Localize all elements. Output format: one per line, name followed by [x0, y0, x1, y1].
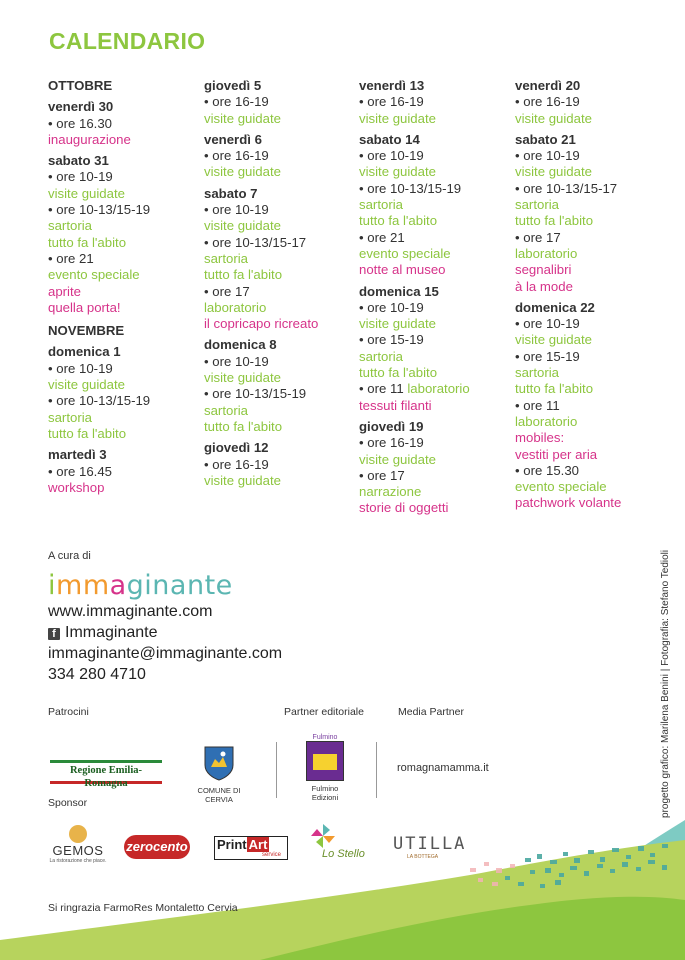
regione-logo: Regione Emilia-Romagna [50, 760, 162, 784]
facebook-icon: f [48, 628, 60, 640]
event-title: evento speciale [359, 245, 451, 261]
event-title: sartoria [204, 402, 248, 418]
event-time: • ore 10-19 [515, 316, 580, 332]
event-time: • ore 16-19 [204, 456, 269, 472]
event-time: • ore 15-19 [359, 332, 424, 348]
facebook-link[interactable]: f Immaginante [48, 622, 282, 643]
thanks-text: Si ringrazia FarmoRes Montaletto Cervia [48, 902, 238, 914]
event-title: visite guidate [204, 218, 281, 234]
calendar-column [204, 78, 354, 489]
divider [376, 742, 377, 798]
day-block [359, 132, 509, 279]
event-time: • ore 10-19 [359, 148, 424, 164]
day-block [359, 419, 509, 517]
month-heading: NOVEMBRE [48, 323, 125, 339]
event-time: • ore 17 [515, 229, 561, 245]
event-title: visite guidate [359, 164, 436, 180]
event-title: sartoria [359, 348, 403, 364]
event-time: • ore 16-19 [359, 94, 424, 110]
event-time: • ore 17 [204, 283, 250, 299]
event-time: • ore 10-19 [48, 169, 113, 185]
event-time: • ore 16-19 [204, 148, 269, 164]
event-time: • ore 10-19 [359, 299, 424, 315]
event-time: • ore 17 [359, 467, 405, 483]
day-heading: domenica 8 [204, 337, 277, 353]
calendar-column [515, 78, 665, 512]
event-title: quella porta! [48, 299, 121, 315]
day-block [48, 99, 198, 148]
printart-logo: Print Art service [214, 836, 288, 860]
utilla-logo: UTILLA LA BOTTEGA [393, 834, 467, 860]
phone-number: 334 280 4710 [48, 666, 146, 683]
a-cura-di-label: A cura di [48, 550, 91, 562]
day-heading: domenica 22 [515, 299, 595, 315]
event-title: tessuti filanti [359, 397, 432, 413]
event-title: visite guidate [359, 451, 436, 467]
event-title: visite guidate [48, 185, 125, 201]
day-block [204, 132, 354, 181]
comune-cervia-logo: COMUNE DI CERVIA [185, 745, 253, 804]
event-title: à la mode [515, 278, 573, 294]
event-time: • ore 10-13/15-19 [48, 393, 151, 409]
event-title: visite guidate [359, 316, 436, 332]
event-title: storie di oggetti [359, 500, 449, 516]
event-time: • ore 16-19 [515, 94, 580, 110]
event-title: workshop [48, 479, 105, 495]
event-title: tutto fa l'abito [204, 267, 283, 283]
event-title: tutto fa l'abito [48, 234, 127, 250]
event-title: tutto fa l'abito [359, 213, 438, 229]
event-time: • ore 10-13/15-19 [204, 386, 307, 402]
day-heading: venerdì 20 [515, 78, 581, 93]
event-title: visite guidate [515, 164, 592, 180]
event-time: • ore 10-19 [515, 148, 580, 164]
event-title: sartoria [48, 218, 92, 234]
event-title: visite guidate [515, 110, 592, 126]
event-time: • ore 21 [359, 229, 405, 245]
media-partner-label: Media Partner [398, 706, 464, 718]
event-time: • ore 10-13/15-17 [515, 180, 618, 196]
month-heading: OTTOBRE [48, 78, 113, 93]
day-heading: sabato 21 [515, 131, 576, 147]
event-title: sartoria [48, 409, 92, 425]
event-time: • ore 16-19 [359, 435, 424, 451]
event-time: • ore 11 laboratorio [359, 381, 470, 397]
calendar-column [48, 78, 198, 496]
credits-block [48, 550, 282, 685]
day-heading: giovedì 12 [204, 440, 269, 456]
cervia-shield-icon [203, 745, 235, 781]
immaginante-logo: immaginante [48, 570, 233, 601]
event-time: • ore 11 [515, 397, 560, 413]
website-link[interactable]: www.immaginante.com [48, 603, 213, 620]
day-block [48, 447, 198, 496]
day-block [359, 78, 509, 127]
event-time: • ore 10-13/15-19 [359, 180, 462, 196]
event-title: evento speciale [515, 479, 607, 495]
event-title: visite guidate [204, 472, 281, 488]
day-block [515, 78, 665, 127]
sponsor-label: Sponsor [48, 797, 88, 809]
day-block [204, 337, 354, 435]
day-heading: sabato 31 [48, 153, 109, 169]
event-title: visite guidate [204, 110, 281, 126]
event-title: sartoria [515, 365, 559, 381]
event-title: notte al museo [359, 262, 446, 278]
patrocini-label: Patrocini [48, 706, 89, 718]
day-heading: sabato 14 [359, 131, 420, 147]
event-title: tutto fa l'abito [204, 418, 283, 434]
day-heading: martedì 3 [48, 447, 107, 463]
fulmino-logo: Fulmino Fulmino Edizioni [304, 734, 346, 802]
day-block [48, 344, 198, 442]
day-heading: sabato 7 [204, 185, 258, 201]
event-time: • ore 15.30 [515, 462, 580, 478]
event-time: • ore 10-13/15-17 [204, 234, 307, 250]
gemos-ball-icon [69, 825, 87, 843]
day-block [204, 440, 354, 489]
event-title: vestiti per aria [515, 446, 598, 462]
event-title: sartoria [359, 197, 403, 213]
calendar-column [359, 78, 509, 517]
romagnamamma-logo: romagnamamma.it [397, 762, 489, 774]
day-block [515, 300, 665, 512]
event-title: laboratorio [403, 381, 470, 397]
day-heading: venerdì 13 [359, 78, 425, 93]
event-time: • ore 10-19 [204, 202, 269, 218]
event-time: • ore 21 [48, 250, 94, 266]
event-title: sartoria [204, 250, 248, 266]
pinwheel-icon [308, 822, 338, 850]
event-title: inaugurazione [48, 131, 131, 147]
gemos-logo: GEMOS La ristorazione che piace. [48, 825, 108, 864]
day-heading: venerdì 30 [48, 99, 114, 115]
event-time: • ore 15-19 [515, 348, 580, 364]
event-title: patchwork volante [515, 495, 622, 511]
vertical-credit: progetto grafico: Marilena Benini | Fotografia: Stefano Tedioli [660, 549, 671, 818]
event-title: visite guidate [359, 110, 436, 126]
day-block [204, 78, 354, 127]
event-title: evento speciale [48, 267, 140, 283]
day-heading: giovedì 5 [204, 78, 262, 93]
event-title: visite guidate [48, 377, 125, 393]
fulmino-cover-icon [306, 741, 344, 781]
event-title: sartoria [515, 197, 559, 213]
event-title: laboratorio [204, 299, 267, 315]
event-time: • ore 10-19 [204, 353, 269, 369]
partner-editoriale-label: Partner editoriale [284, 706, 364, 718]
day-block [204, 186, 354, 333]
event-time: • ore 10-19 [48, 360, 113, 376]
event-title: tutto fa l'abito [48, 425, 127, 441]
event-title: il copricapo ricreato [204, 316, 319, 332]
event-title: visite guidate [204, 164, 281, 180]
event-time: • ore 16.45 [48, 463, 113, 479]
event-title: tutto fa l'abito [359, 365, 438, 381]
event-title: visite guidate [204, 370, 281, 386]
event-time: • ore 16.30 [48, 115, 113, 131]
event-title: tutto fa l'abito [515, 381, 594, 397]
event-title: narrazione [359, 484, 422, 500]
event-title: aprite [48, 283, 81, 299]
day-block [359, 284, 509, 414]
event-time: • ore 16-19 [204, 94, 269, 110]
day-block [515, 132, 665, 295]
email-link[interactable]: immaginante@immaginante.com [48, 645, 283, 662]
event-title: tutto fa l'abito [515, 213, 594, 229]
day-heading: domenica 1 [48, 344, 121, 360]
event-title: laboratorio [515, 245, 578, 261]
event-title: mobiles: [515, 430, 565, 446]
day-heading: domenica 15 [359, 283, 439, 299]
event-title: laboratorio [515, 413, 578, 429]
day-block [48, 153, 198, 316]
event-title: visite guidate [515, 332, 592, 348]
event-time: • ore 10-13/15-19 [48, 202, 151, 218]
day-heading: giovedì 19 [359, 418, 424, 434]
page-title: CALENDARIO [49, 28, 206, 54]
zerocento-logo: zerocento [124, 835, 190, 859]
event-title: segnalibri [515, 262, 572, 278]
lostello-logo: Lo Stello [308, 822, 368, 868]
divider [276, 742, 277, 798]
day-heading: venerdì 6 [204, 131, 262, 147]
